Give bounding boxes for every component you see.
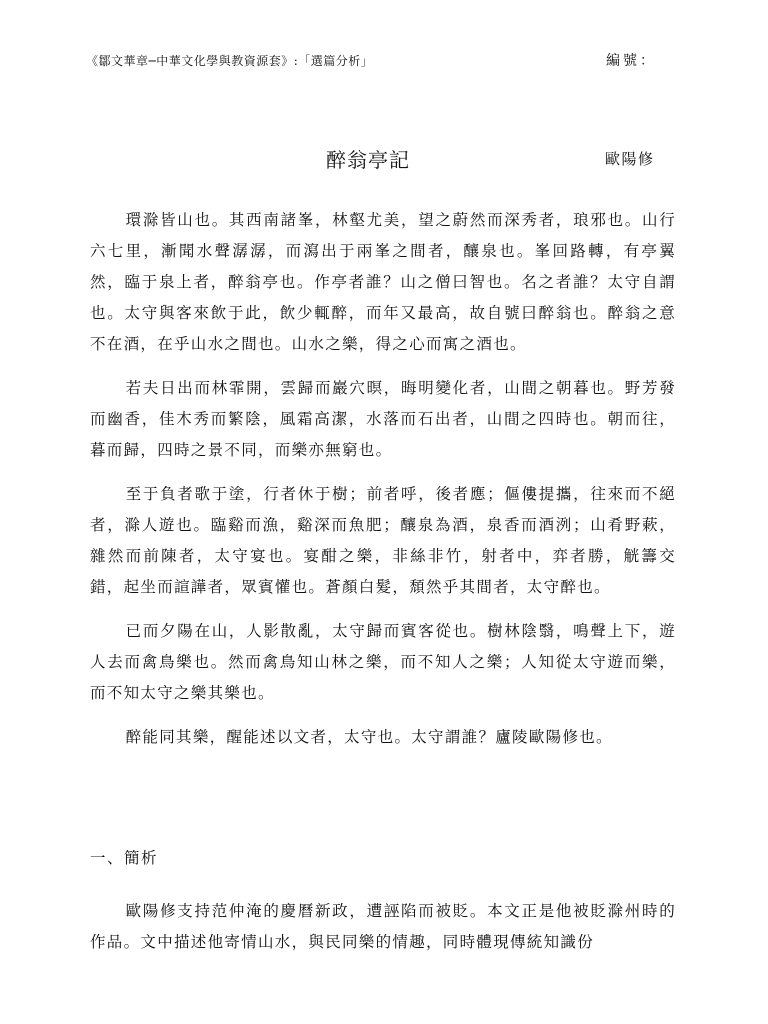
article-paragraph-2: 若夫日出而林霏開，雲歸而巖穴暝，晦明變化者，山間之朝暮也。野芳發而幽香，佳木秀而繁陰，風霜高潔，水落而石出者，山間之四時也。朝而往，暮而歸，四時之景不同，而樂亦無窮也。 [90,379,676,459]
analysis-heading: 一、簡析 [90,849,159,867]
article-paragraph-4: 已而夕陽在山，人影散亂，太守歸而賓客從也。樹林陰翳，鳴聲上下，遊人去而禽鳥樂也。然而禽鳥知山林之樂，而不知人之樂；人知從太守遊而樂，而不知太守之樂其樂也。 [90,622,676,702]
header-number-label: 編號： [606,53,657,69]
analysis-body [90,896,676,958]
analysis-paragraph: 歐陽修支持范仲淹的慶曆新政，遭誣陷而被貶。本文正是他被貶滁州時的作品。文中描述他寄情山水，與民同樂的情趣，同時體現傳統知識份 [90,902,676,951]
article-paragraph-5: 醉能同其樂，醒能述以文者，太守也。太守謂誰？廬陵歐陽修也。 [125,728,613,746]
article-author: 歐陽修 [605,150,655,168]
header-source: 《鄒文華章─中華文化學與教資源套》:「選篇分析」 [86,54,374,68]
article-paragraph-3: 至于負者歌于塗，行者休于樹；前者呼，後者應；傴僂提攜，往來而不絕者，滁人遊也。臨谿而漁，谿深而魚肥；釀泉為酒，泉香而酒洌；山肴野蔌，雜然而前陳者，太守宴也。宴酣之樂，非絲非竹，射者中，弈者勝，觥籌交錯，起坐而諠譁者，眾賓懽也。蒼顏白髮，頹然乎其間者，太守醉也。 [90,485,676,596]
article-paragraph-1: 環滁皆山也。其西南諸峯，林壑尤美，望之蔚然而深秀者，琅邪也。山行六七里，漸聞水聲潺潺，而瀉出于兩峯之間者，釀泉也。峯回路轉，有亭翼然，臨于泉上者，醉翁亭也。作亭者誰？山之僧曰智也。名之者誰？太守自謂也。太守與客來飲于此，飲少輒醉，而年又最高，故自號曰醉翁也。醉翁之意不在酒，在乎山水之間也。山水之樂，得之心而寓之酒也。 [90,211,676,353]
article-body [90,205,676,766]
article-title: 醉翁亭記 [326,148,410,172]
